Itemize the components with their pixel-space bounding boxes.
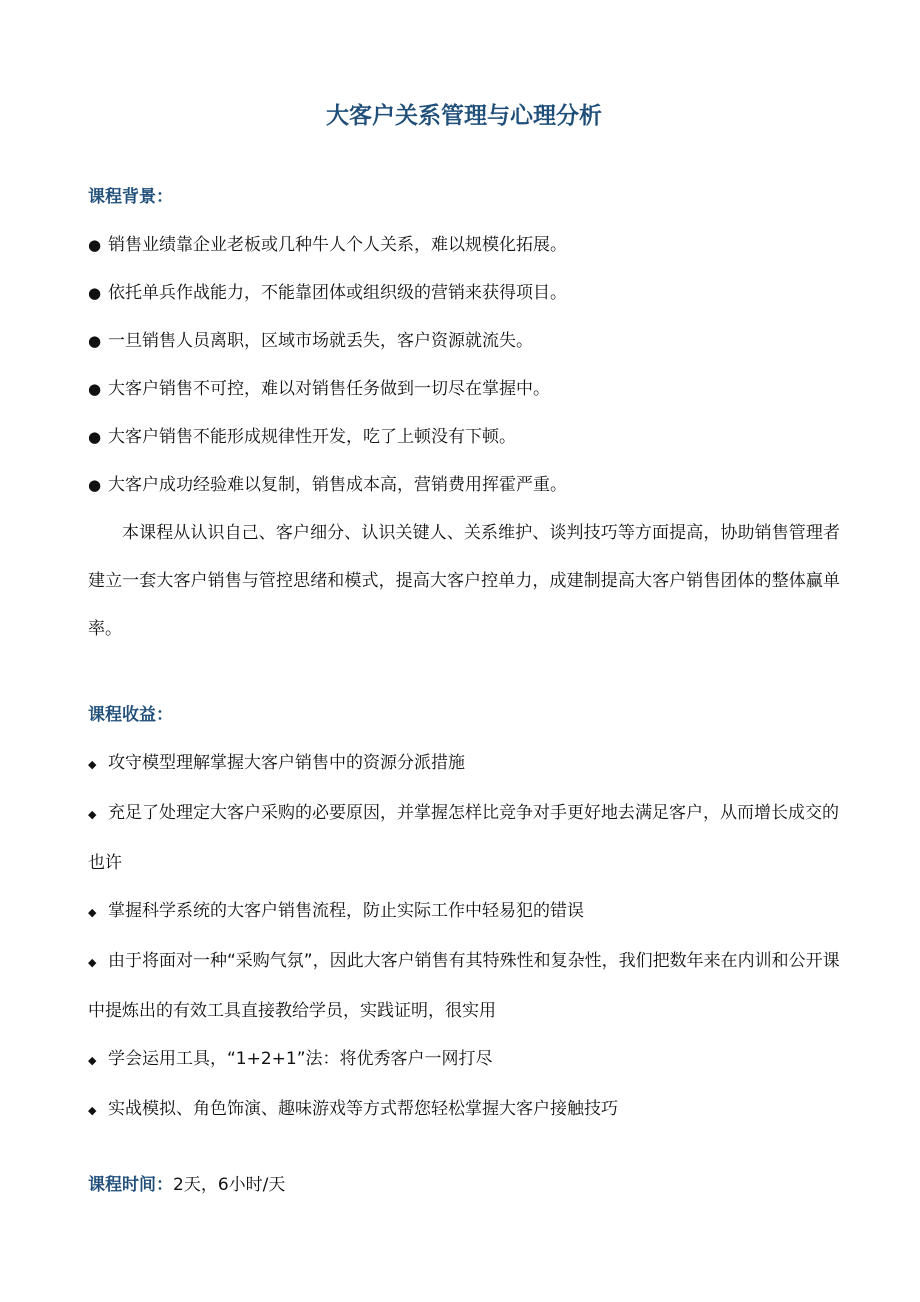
list-item [88, 317, 840, 365]
bullet-icon: ◆ [88, 956, 97, 969]
list-item [88, 739, 840, 789]
section-background [88, 173, 840, 653]
document-title: 大客户关系管理与心理分析 [326, 103, 602, 129]
list-item [88, 221, 840, 269]
list-item [88, 1085, 840, 1135]
list-item-text: 攻守模型理解掌握大客户销售中的资源分派措施 [108, 753, 465, 773]
list-item-text: 实战模拟、角色饰演、趣味游戏等方式帮您轻松掌握大客户接触技巧 [108, 1099, 618, 1119]
section-heading: 课程收益： [88, 705, 173, 725]
bullet-icon: ● [88, 332, 102, 350]
list-item-text: 学会运用工具，“1+2+1”法：将优秀客户一网打尽 [108, 1049, 493, 1069]
list-item [88, 789, 840, 887]
bullet-icon: ● [88, 236, 102, 254]
list-item [88, 1035, 840, 1085]
bullet-icon: ● [88, 380, 102, 398]
list-item-text: 大客户销售不能形成规律性开发，吃了上顿没有下顿。 [108, 427, 516, 447]
bullet-icon: ● [88, 476, 102, 494]
list-item-text: 大客户销售不可控，难以对销售任务做到一切尽在掌握中。 [108, 379, 550, 399]
list-item [88, 269, 840, 317]
list-item-text: 一旦销售人员离职，区域市场就丢失，客户资源就流失。 [108, 331, 533, 351]
bullet-icon: ◆ [88, 1054, 97, 1067]
list-item-text: 依托单兵作战能力，不能靠团体或组织级的营销来获得项目。 [108, 283, 567, 303]
list-item-text: 充足了处理定大客户采购的必要原因，并掌握怎样比竞争对手更好地去满足客户，从而增长成交的也许 [88, 803, 839, 873]
list-item-text: 大客户成功经验难以复制，销售成本高，营销费用挥霍严重。 [108, 475, 567, 495]
list-item-text: 掌握科学系统的大客户销售流程，防止实际工作中轻易犯的错误 [108, 901, 584, 921]
bullet-icon: ◆ [88, 906, 97, 919]
duration-label: 课程时间： [88, 1175, 173, 1195]
background-paragraph: 本课程从认识自己、客户细分、认识关键人、关系维护、谈判技巧等方面提高，协助销售管理者建立一套大客户销售与管控思绪和模式，提高大客户控单力，成建制提高大客户销售团体的整体赢单率。 [88, 523, 840, 639]
bullet-icon: ◆ [88, 1104, 97, 1117]
list-item [88, 413, 840, 461]
list-item [88, 887, 840, 937]
list-item-text: 由于将面对一种“采购气氛”，因此大客户销售有其特殊性和复杂性，我们把数年来在内训和公开课中提炼出的有效工具直接教给学员，实践证明，很实用 [88, 951, 840, 1021]
section-heading: 课程背景： [88, 187, 173, 207]
bullet-icon: ● [88, 428, 102, 446]
list-item [88, 461, 840, 509]
bullet-icon: ◆ [88, 758, 97, 771]
section-duration [88, 1161, 840, 1209]
list-item [88, 937, 840, 1035]
bullet-icon: ◆ [88, 808, 97, 821]
duration-value: 2天，6小时/天 [173, 1175, 286, 1195]
bullet-icon: ● [88, 284, 102, 302]
section-benefits [88, 691, 840, 1135]
list-item [88, 365, 840, 413]
list-item-text: 销售业绩靠企业老板或几种牛人个人关系，难以规模化拓展。 [108, 235, 567, 255]
